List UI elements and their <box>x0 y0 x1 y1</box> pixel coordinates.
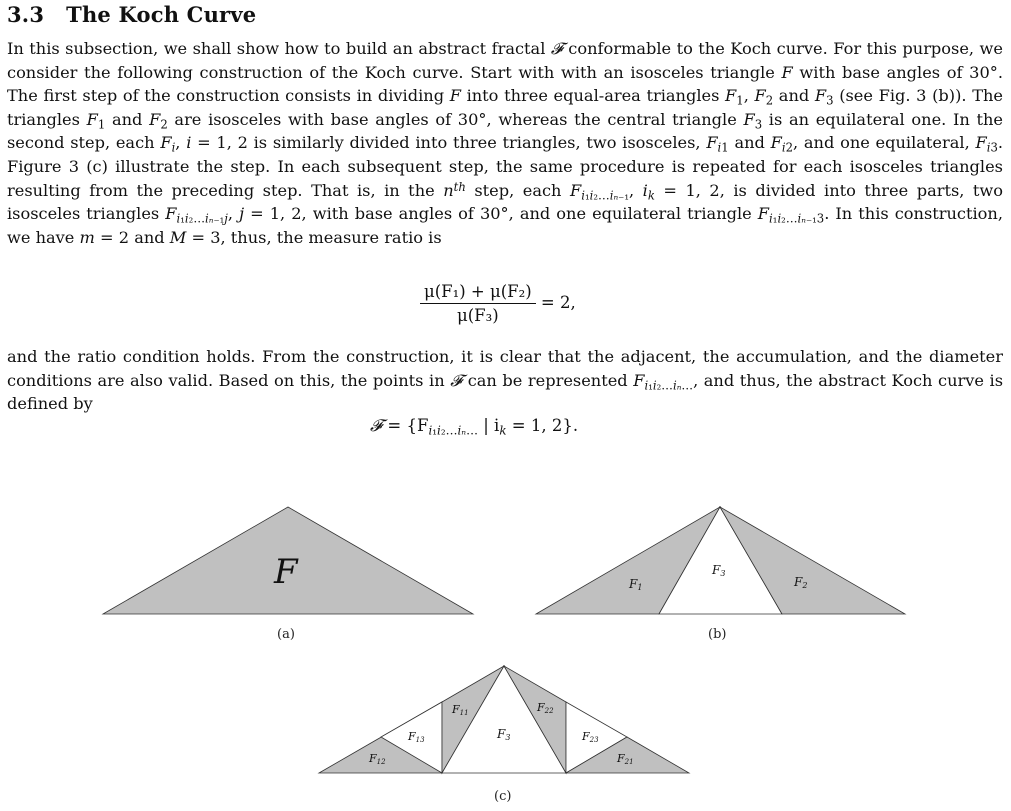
section-number: 3.3 <box>7 2 45 27</box>
paragraph-construction: In this subsection, we shall show how to build an abstract fractal 𝓕 conformable to the Koch curve. For this purpose, we consider the following construction of the Koch curve. Start with with an isosceles triangle F with base angles of 30°. The first step of the construction consists in dividing F into three equal-area triangles $F_1$, $F_2$ and $F_3$ (see Fig. 3 (b)). The triangles $F_1$ and $F_2$ are isosceles with base angles of 30°, whereas the central triangle $F_3$ is an equilateral one. In the second step, each $F_i$, i = 1, 2 is similarly divided into three triangles, two isosceles, $F_{i1}$ and $F_{i2}$, and one equilateral, $F_{i3}$. Figure 3 (c) illustrate the step. In each subsequent step, the same procedure is repeated for each isosceles triangles resulting from the preceding step. That is, in the $n^{th}$ step, each $F_{i_1i_2\dots i_{n-1}}$, $i_k = 1$, 2, is divided into three parts, two isosceles triangles $F_{i_1i_2\dots i_{n-1}j}$, j = 1, 2, with base angles of 30°, and one equilateral triangle $F_{i_1i_2\dots i_{n-1}3}$. In this construction, we have m = 2 and M = 3, thus, the measure ratio is <box>7 39 1004 247</box>
ratio-rhs: = 2, <box>540 293 576 312</box>
label-F22: F22 <box>537 701 554 715</box>
label-F3-b: F3 <box>712 563 726 578</box>
section-title: The Koch Curve <box>66 2 257 27</box>
label-F21: F21 <box>617 752 634 766</box>
label-F3-c: F3 <box>497 727 511 742</box>
figure-b <box>536 507 905 642</box>
label-F13: F13 <box>408 730 425 744</box>
figure-c <box>319 666 689 804</box>
caption-a: (a) <box>277 627 295 642</box>
label-F23: F23 <box>582 730 599 744</box>
label-F: F <box>274 552 298 592</box>
label-F11: F11 <box>452 703 469 717</box>
label-F1: F1 <box>629 577 643 592</box>
equation-koch-set: 𝓕 = {$F_{i_1i_2\dots i_n\dots}$ | $i_k = 1$, 2}. <box>370 416 579 438</box>
label-F12: F12 <box>369 752 386 766</box>
figure-a <box>103 507 473 642</box>
caption-b: (b) <box>708 627 727 642</box>
ratio-numerator: μ(F₁) + μ(F₂) <box>420 282 536 304</box>
paragraph-conditions: and the ratio condition holds. From the construction, it is clear that the adjacent, the accumulation, and the diameter conditions are also valid. Based on this, the points in 𝓕 can be represented $F_{i_1i_2\dots i_n\dots}$, and thus, the abstract Koch curve is defined by <box>7 347 1003 414</box>
ratio-denominator: μ(F₃) <box>456 306 499 325</box>
caption-c: (c) <box>494 789 512 804</box>
label-F2: F2 <box>794 575 808 590</box>
